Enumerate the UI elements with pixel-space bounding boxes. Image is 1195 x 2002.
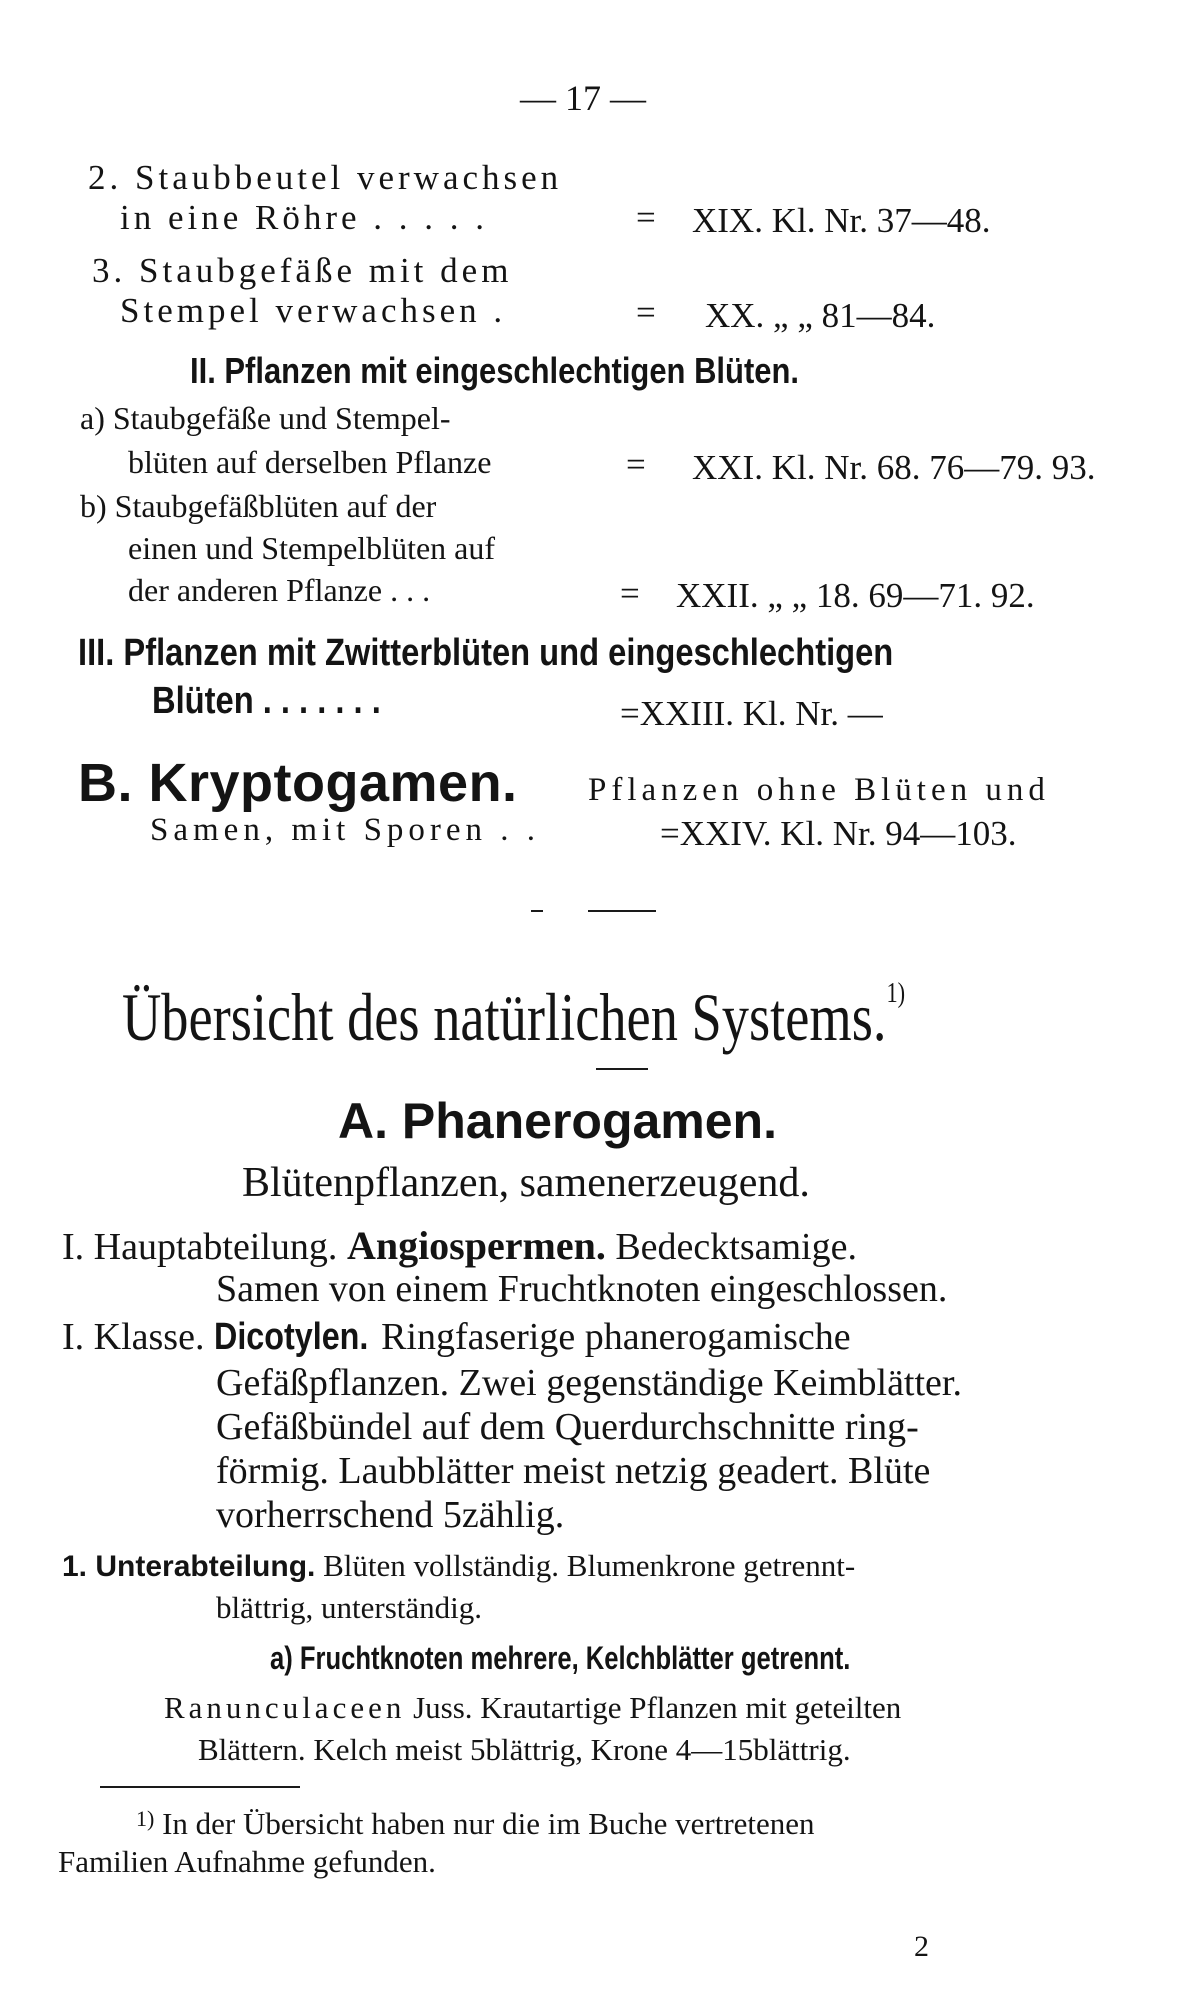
klasse-rest: Ringfaserige phanerogamische <box>381 1316 851 1358</box>
klasse-line2: Gefäßpflanzen. Zwei gegenständige Keimblätter. <box>216 1362 962 1404</box>
title-underline <box>596 1068 648 1070</box>
section-2b-line1: b) Staubgefäßblüten auf der <box>80 488 437 524</box>
klasse-line4: förmig. Laubblätter meist netzig geadert. Blüte <box>216 1450 931 1492</box>
phanerogamen-subtitle: Blütenpflanzen, samenerzeugend. <box>242 1160 810 1206</box>
entry-3-eq: = <box>636 293 656 332</box>
unterabteilung-line1 <box>62 1550 855 1582</box>
hauptabteilung-prefix: I. Hauptabteilung. <box>62 1226 338 1268</box>
ranunculaceen-line2: Blättern. Kelch meist 5blättrig, Krone 4—15blättrig. <box>198 1732 851 1767</box>
entry-3-line1: 3. Staubgefäße mit dem <box>92 251 513 290</box>
subgroup-heading: a) Fruchtknoten mehrere, Kelchblätter getrennt. <box>270 1640 851 1676</box>
unterabteilung-rest: Blüten vollständig. Blumenkrone getrennt- <box>323 1548 856 1583</box>
section-2a-eq: = <box>626 445 646 484</box>
section-2b-eq: = <box>620 574 640 613</box>
section-3-heading: III. Pflanzen mit Zwitterblüten und eingeschlechtigen <box>78 632 894 674</box>
hauptabteilung-line2: Samen von einem Fruchtknoten eingeschlossen. <box>216 1268 948 1310</box>
section-2a-line2: blüten auf derselben Pflanze <box>128 444 492 480</box>
entry-2-line1: 2. Staubbeutel verwachsen <box>88 158 563 197</box>
entry-3-class: XX. „ „ 81—84. <box>705 296 936 335</box>
system-title <box>122 978 905 1057</box>
section-2a-class: XXI. Kl. Nr. 68. 76—79. 93. <box>692 448 1096 487</box>
section-2a-line1: a) Staubgefäße und Stempel- <box>80 400 451 436</box>
klasse-line5: vorherrschend 5zählig. <box>216 1494 565 1536</box>
kryptogamen-desc2: Samen, mit Sporen . . <box>150 812 541 848</box>
ranunculaceen-rest: Juss. Krautartige Pflanzen mit geteilten <box>413 1690 902 1725</box>
entry-2-eq: = <box>636 198 656 237</box>
system-title-footnote-mark: 1) <box>886 978 906 1009</box>
separator-rule <box>588 910 656 912</box>
kryptogamen-class: =XXIV. Kl. Nr. 94—103. <box>660 814 1017 853</box>
entry-2-class: XIX. Kl. Nr. 37—48. <box>692 201 991 240</box>
entry-2-line2: in eine Röhre . . . . . <box>120 198 489 237</box>
section-2b-line2: einen und Stempelblüten auf <box>128 530 496 566</box>
section-2-heading: II. Pflanzen mit eingeschlechtigen Blüten. <box>190 350 799 391</box>
system-title-text: Übersicht des natürlichen Systems. <box>122 979 887 1055</box>
phanerogamen-title: A. Phanerogamen. <box>338 1093 777 1149</box>
section-2b-line3: der anderen Pflanze . . . <box>128 572 431 608</box>
hauptabteilung-rest: Bedecktsamige. <box>615 1226 857 1268</box>
hauptabteilung-name: Angiospermen. <box>346 1223 606 1268</box>
klasse-prefix: I. Klasse. <box>62 1316 205 1358</box>
section-2b-class: XXII. „ „ 18. 69—71. 92. <box>676 576 1035 615</box>
klasse-line1 <box>62 1318 851 1356</box>
sheet-signature: 2 <box>914 1930 929 1963</box>
klasse-name: Dicotylen. <box>213 1316 369 1358</box>
section-3-class: =XXIII. Kl. Nr. — <box>620 694 883 733</box>
section-3-line2: Blüten . . . . . . . <box>152 680 381 722</box>
unterabteilung-line2: blättrig, unterständig. <box>216 1590 483 1625</box>
hauptabteilung-line1 <box>62 1223 857 1268</box>
footnote-line1 <box>136 1808 815 1839</box>
kryptogamen-desc1: Pflanzen ohne Blüten und <box>588 772 1050 808</box>
footnote-line2: Familien Aufnahme gefunden. <box>58 1844 436 1879</box>
klasse-line3: Gefäßbündel auf dem Querdurchschnitte ring- <box>216 1406 919 1448</box>
ranunculaceen-name: Ranunculaceen <box>164 1690 406 1725</box>
page-number: — 17 — <box>520 78 646 118</box>
separator-dash <box>531 910 543 912</box>
entry-3-line2: Stempel verwachsen . <box>120 291 507 330</box>
kryptogamen-title: B. Kryptogamen. <box>78 753 518 813</box>
footnote-rule <box>100 1786 300 1788</box>
footnote-mark: 1) <box>136 1806 155 1831</box>
unterabteilung-name: 1. Unterabteilung. <box>62 1550 316 1583</box>
ranunculaceen-line1 <box>164 1692 901 1723</box>
footnote-text: In der Übersicht haben nur die im Buche vertretenen <box>162 1806 815 1841</box>
